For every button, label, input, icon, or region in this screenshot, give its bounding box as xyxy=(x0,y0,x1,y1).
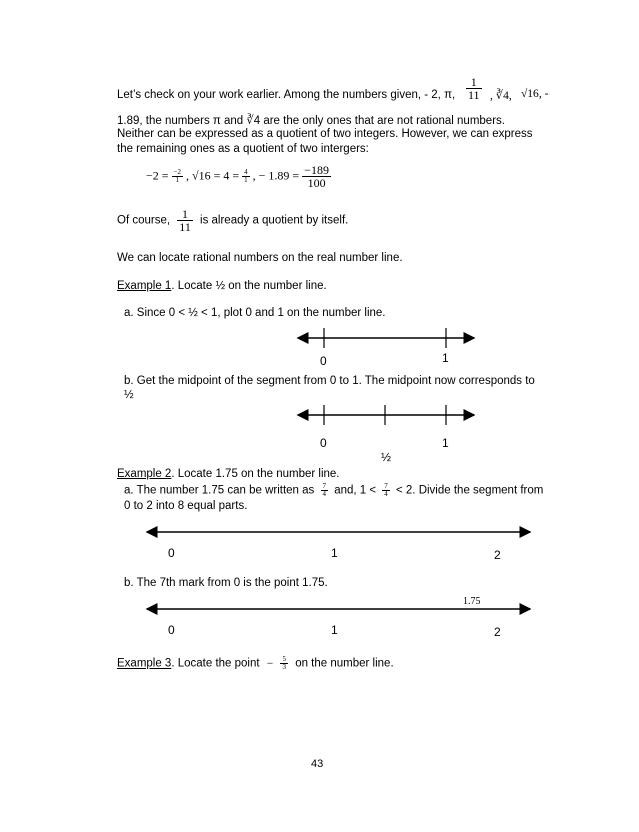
example2-label: Example 2 xyxy=(117,468,172,480)
nl3-label-1: 1 xyxy=(331,546,338,560)
intro-line3: Neither can be expressed as a quotient of two integers. However, we can express xyxy=(117,128,533,140)
locate-line: We can locate rational numbers on the real number line. xyxy=(117,252,403,264)
example2-heading: Example 2. Locate 1.75 on the number line. xyxy=(117,468,340,480)
example1-heading: Example 1. Locate ½ on the number line. xyxy=(117,280,327,292)
equation: −2 = $\frac{-2}{1}$ , √16 = 4 = $\frac{4}{1}$ , − 1.89 = $\frac{-189}{100}$ xyxy=(146,163,329,190)
nl2-label-0: 0 xyxy=(320,436,327,450)
example3-heading: Example 3. Locate the point − $\frac{5}{3}$ on the number line. xyxy=(117,655,394,671)
intro-line1-text: Let’s check on your work earlier. Among the numbers given, - 2, π, xyxy=(117,89,456,101)
example1-step-b-line1: b. Get the midpoint of the segment from 0 to 1. The midpoint now corresponds to xyxy=(124,375,535,387)
nl4-label-1: 1 xyxy=(331,623,338,637)
page-number: 43 xyxy=(311,758,324,770)
number-line-2 xyxy=(298,405,474,425)
intro-cbrt4: , ∛4, xyxy=(490,90,512,102)
of-course-line: Of course, $\frac{1}{11}$ is already a quotient by itself. xyxy=(117,207,349,234)
intro-line4: the remaining ones as a quotient of two intergers: xyxy=(117,143,369,155)
nl4-point-label: 1.75 xyxy=(463,596,481,607)
example2-step-a-line2: 0 to 2 into 8 equal parts. xyxy=(124,500,248,512)
intro-frac-1-11: $\frac{1}{11}$ xyxy=(468,75,480,102)
nl1-label-1: 1 xyxy=(442,351,449,365)
number-line-1 xyxy=(298,328,474,348)
example2-step-a: a. The number 1.75 can be written as $\frac{7}{4}$ and, 1 < $\frac{7}{4}$ < 2. Divide the segment from xyxy=(124,482,544,498)
example1-label: Example 1 xyxy=(117,280,172,292)
example1-step-a: a. Since 0 < ½ < 1, plot 0 and 1 on the number line. xyxy=(124,307,386,319)
nl1-label-0: 0 xyxy=(320,354,327,368)
example2-step-b: b. The 7th mark from 0 is the point 1.75. xyxy=(124,577,328,589)
intro-sqrt16: √16, - xyxy=(521,88,549,100)
nl4-label-0: 0 xyxy=(168,623,175,637)
example1-step-b-line2: ½ xyxy=(124,389,134,401)
nl3-label-0: 0 xyxy=(168,546,175,560)
nl4-label-2: 2 xyxy=(494,625,501,639)
nl2-label-half: ½ xyxy=(381,450,392,464)
nl3-label-2: 2 xyxy=(494,548,501,562)
example3-label: Example 3 xyxy=(117,657,172,670)
intro-line2: 1.89, the numbers π and ∛4 are the only ones that are not rational numbers. xyxy=(117,115,505,127)
nl2-label-1: 1 xyxy=(442,436,449,450)
